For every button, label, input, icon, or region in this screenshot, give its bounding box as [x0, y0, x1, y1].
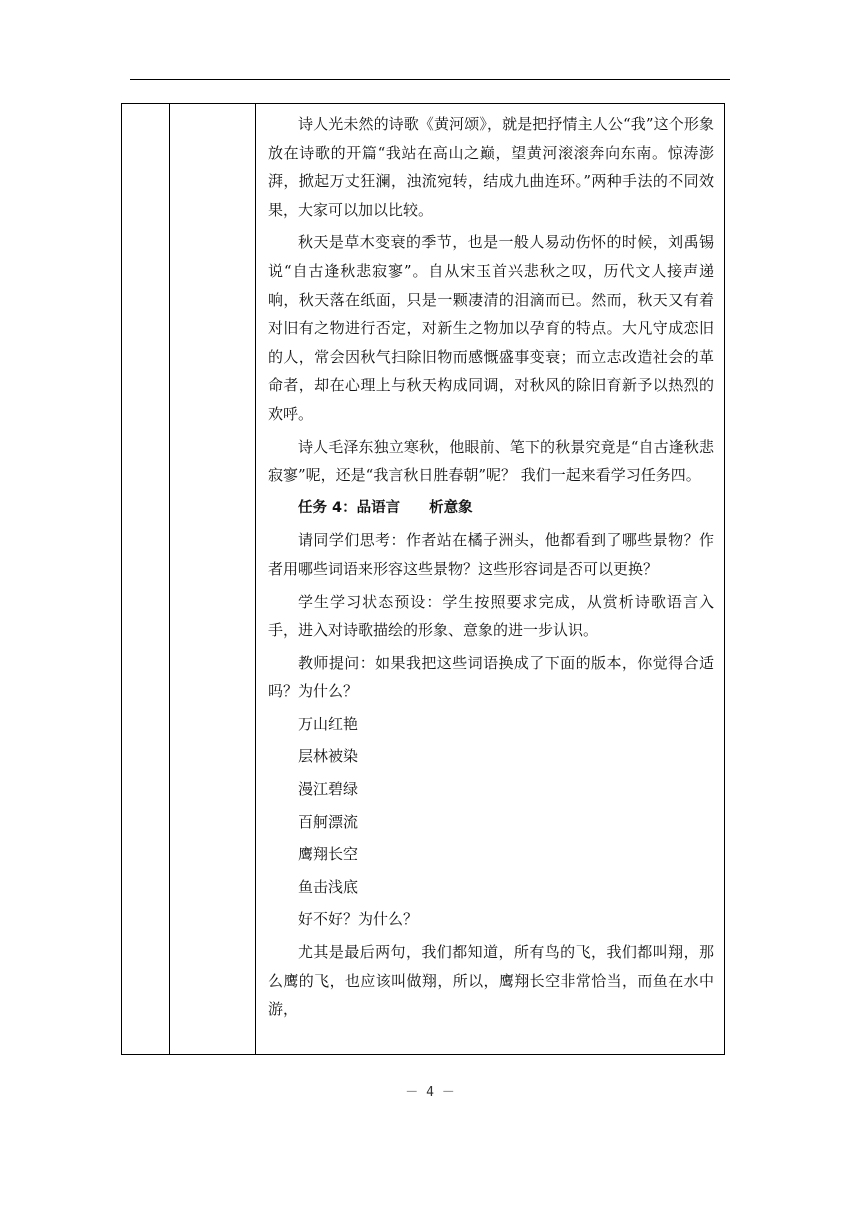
table-cell-content	[256, 104, 725, 1055]
table-cell-col1	[122, 104, 170, 1055]
table-row	[122, 104, 725, 1055]
paragraph: 学生学习状态预设：学生按照要求完成，从赏析诗歌语言入手，进入对诗歌描绘的形象、意象的进一步认识。	[268, 592, 714, 640]
page-number: － 4 －	[405, 1085, 455, 1100]
paragraph: 漫江碧绿	[298, 780, 359, 799]
paragraph: 万山红艳	[298, 714, 359, 733]
paragraph: 鹰翔长空	[298, 845, 359, 864]
table-cell-col2	[170, 104, 256, 1055]
paragraph: 尤其是最后两句，我们都知道，所有鸟的飞，我们都叫翔，那么鹰的飞，也应该叫做翔，所以，鹰翔长空非常恰当，而鱼在水中游，	[268, 943, 714, 1019]
paragraph: 请同学们思考：作者站在橘子洲头，他都看到了哪些景物？作者用哪些词语来形容这些景物？这些形容词是否可以更换？	[268, 531, 714, 578]
task-heading: 任务 4：品语言 析意象	[298, 499, 473, 516]
paragraph: 百舸漂流	[298, 812, 359, 831]
paragraph: 层林被染	[298, 747, 359, 766]
header-rule	[130, 79, 730, 80]
paragraph: 鱼击浅底	[298, 877, 359, 896]
paragraph: 诗人光未然的诗歌《黄河颂》，就是把抒情主人公“我”这个形象放在诗歌的开篇“我站在高山之巅，望黄河滚滚奔向东南。惊涛澎湃，掀起万丈狂澜，浊流宛转，结成九曲连环。”两种手法的不同效果，大家可以加以比较。	[268, 115, 714, 219]
paragraph: 秋天是草木变衰的季节，也是一般人易动伤怀的时候，刘禹锡说“自古逢秋悲寂寥”。自从宋玉首兴悲秋之叹，历代文人接声递响，秋天落在纸面，只是一颗凄清的泪滴而已。然而，秋天又有着对旧有之物进行否定，对新生之物加以孕育的特点。大凡守成恋旧的人，常会因秋气扫除旧物而感慨盛事变衰；而立志改造社会的革命者，却在心理上与秋天构成同调，对秋风的除旧育新予以热烈的欢呼。	[268, 233, 714, 423]
lesson-content	[256, 104, 724, 1054]
lesson-table	[121, 103, 725, 1055]
paragraph: 教师提问：如果我把这些词语换成了下面的版本，你觉得合适吗？为什么？	[268, 653, 714, 701]
paragraph: 诗人毛泽东独立寒秋，他眼前、笔下的秋景究竟是“自古逢秋悲寂寥”呢，还是“我言秋日胜春朝”呢？ 我们一起来看学习任务四。	[268, 437, 714, 485]
paragraph: 好不好？为什么？	[298, 910, 419, 929]
